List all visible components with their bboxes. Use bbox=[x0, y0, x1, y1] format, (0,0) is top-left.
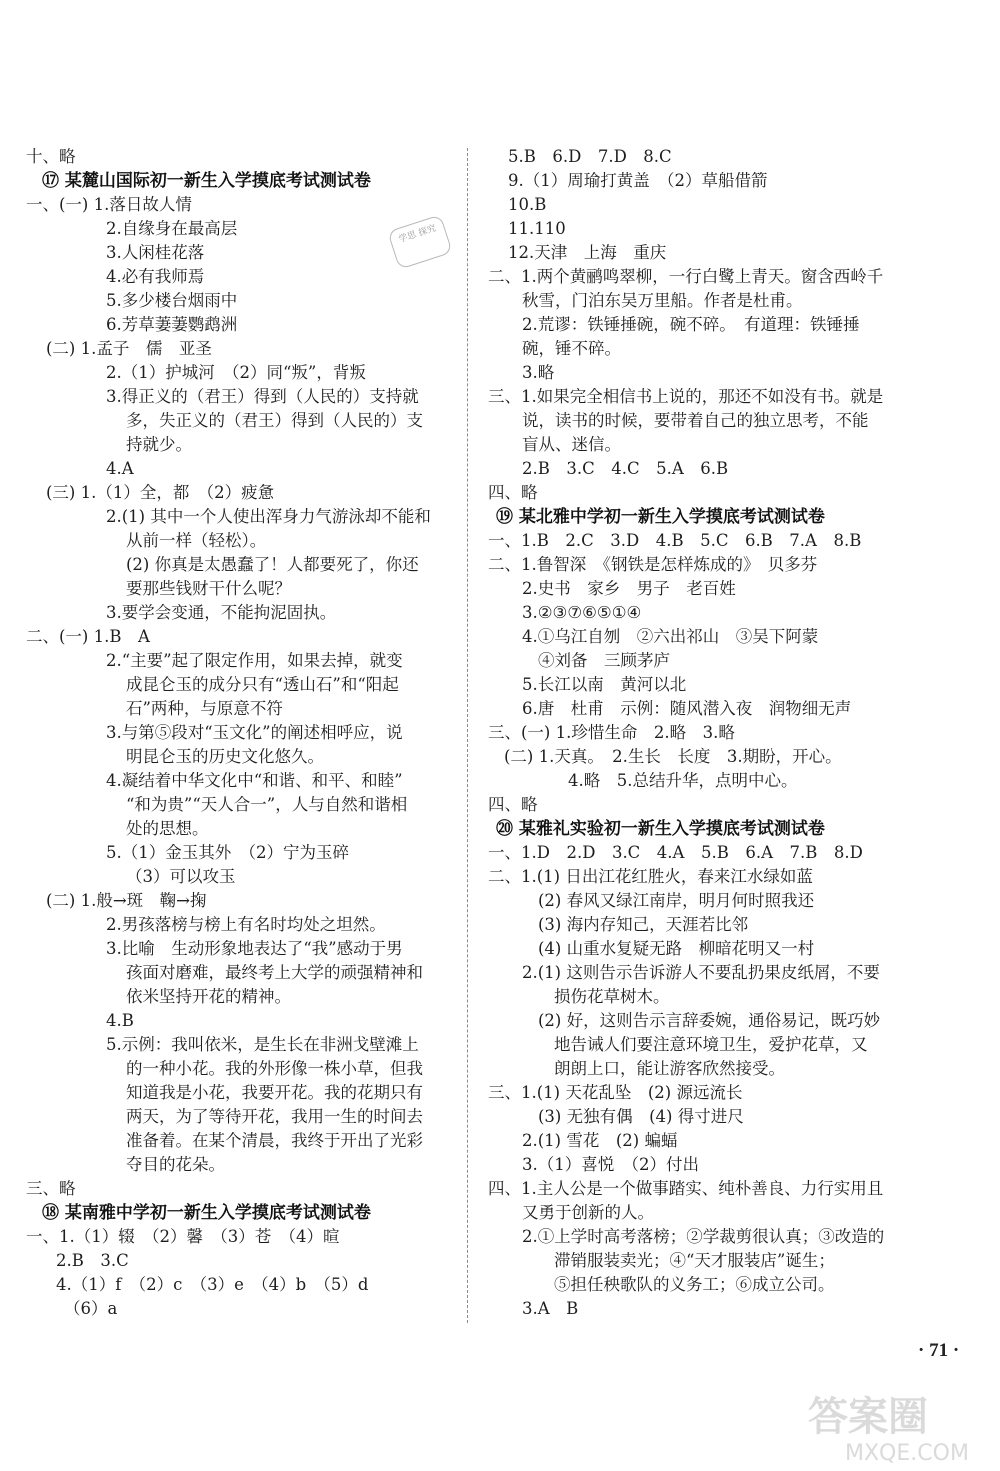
right-answer-line: 2.(1) 这则告示告诉游人不要乱扔果皮纸屑，不要 bbox=[522, 963, 880, 982]
right-answer-line: (3) 无独有偶 (4) 得寸进尺 bbox=[538, 1107, 744, 1126]
right-answer-line: 三、1.如果完全相信书上说的，那还不如没有书。就是 bbox=[488, 387, 884, 406]
right-answer-line: 3.略 bbox=[522, 363, 555, 382]
left-answer-line: 的一种小花。我的外形像一株小草，但我 bbox=[126, 1059, 423, 1078]
left-answer-line: (三) 1.（1）全，都 （2）疲惫 bbox=[46, 483, 275, 502]
left-answer-line: 多，失正义的（君王）得到（人民的）支 bbox=[126, 411, 423, 430]
right-answer-line: 二、1.鲁智深 《钢铁是怎样炼成的》 贝多芬 bbox=[488, 555, 818, 574]
right-answer-line: 3.（1）喜悦 （2）付出 bbox=[522, 1155, 699, 1174]
right-section-heading: ⑳ 某雅礼实验初一新生入学摸底考试测试卷 bbox=[496, 819, 825, 839]
left-answer-line: 依米坚持开花的精神。 bbox=[126, 987, 291, 1006]
left-answer-line: 知道我是小花，我要开花。我的花期只有 bbox=[126, 1083, 423, 1102]
left-answer-line: 2.男孩落榜与榜上有名时均处之坦然。 bbox=[106, 915, 386, 934]
left-answer-line: 一、(一) 1.落日故人情 bbox=[26, 195, 192, 214]
right-answer-line: 3.A B bbox=[522, 1299, 579, 1318]
right-answer-line: 秋雪，门泊东吴万里船。作者是杜甫。 bbox=[522, 291, 803, 310]
left-answer-line: 二、(一) 1.B A bbox=[26, 627, 150, 646]
left-answer-line: （3）可以攻玉 bbox=[126, 867, 236, 886]
left-answer-line: 从前一样（轻松）。 bbox=[126, 531, 267, 550]
column-divider bbox=[467, 148, 468, 1323]
left-answer-line: 孩面对磨难，最终考上大学的顽强精神和 bbox=[126, 963, 423, 982]
left-answer-line: (2) 你真是太愚蠢了！人都要死了，你还 bbox=[126, 555, 419, 574]
right-answer-line: 盲从、迷信。 bbox=[522, 435, 621, 454]
left-answer-line: 2.“主要”起了限定作用，如果去掉，就变 bbox=[106, 651, 403, 670]
left-section-heading: ⑱ 某南雅中学初一新生入学摸底考试测试卷 bbox=[42, 1203, 371, 1223]
left-answer-line: 石”两种，与原意不符 bbox=[126, 699, 283, 718]
left-answer-line: 5.示例：我叫依米，是生长在非洲戈壁滩上 bbox=[106, 1035, 419, 1054]
right-answer-line: 10.B bbox=[508, 195, 547, 214]
right-answer-line: 5.B 6.D 7.D 8.C bbox=[508, 147, 672, 166]
right-answer-line: 2.B 3.C 4.C 5.A 6.B bbox=[522, 459, 729, 478]
left-answer-line: (二) 1.般→斑 鞠→掬 bbox=[46, 891, 207, 910]
left-answer-line: 两天，为了等待开花，我用一生的时间去 bbox=[126, 1107, 423, 1126]
right-answer-line: 朗朗上口，能让游客欣然接受。 bbox=[554, 1059, 785, 1078]
right-section-heading: ⑲ 某北雅中学初一新生入学摸底考试测试卷 bbox=[496, 507, 825, 527]
left-answer-line: 3.比喻 生动形象地表达了“我”感动于男 bbox=[106, 939, 403, 958]
left-answer-line: 要那些钱财干什么呢？ bbox=[126, 579, 291, 598]
right-answer-line: 三、(一) 1.珍惜生命 2.略 3.略 bbox=[488, 723, 735, 742]
right-answer-line: 二、1.(1) 日出江花红胜火，春来江水绿如蓝 bbox=[488, 867, 813, 886]
left-answer-line: 3.与第⑤段对“玉文化”的阐述相呼应，说 bbox=[106, 723, 403, 742]
left-answer-line: 4.必有我师焉 bbox=[106, 267, 205, 286]
right-answer-line: (4) 山重水复疑无路 柳暗花明又一村 bbox=[538, 939, 815, 958]
left-answer-line: 5.多少楼台烟雨中 bbox=[106, 291, 238, 310]
right-answer-line: ⑤担任秧歌队的义务工；⑥成立公司。 bbox=[554, 1275, 835, 1294]
svg-text:答案圈: 答案圈 bbox=[808, 1394, 928, 1440]
left-answer-line: 4.凝结着中华文化中“和谐、和平、和睦” bbox=[106, 771, 403, 790]
right-answer-line: 2.(1) 雪花 (2) 蝙蝠 bbox=[522, 1131, 678, 1150]
right-answer-line: 一、1.B 2.C 3.D 4.B 5.C 6.B 7.A 8.B bbox=[488, 531, 862, 550]
right-answer-line: 损伤花草树木。 bbox=[554, 987, 670, 1006]
left-section-heading: ⑰ 某麓山国际初一新生入学摸底考试测试卷 bbox=[42, 171, 371, 191]
right-answer-line: 碗，锤不碎。 bbox=[522, 339, 621, 358]
right-answer-line: 6.唐 杜甫 示例：随风潜入夜 润物细无声 bbox=[522, 699, 852, 718]
left-answer-line: 4.B bbox=[106, 1011, 134, 1030]
left-answer-line: 2.（1）护城河 （2）同“叛”，背叛 bbox=[106, 363, 366, 382]
right-answer-line: 2.史书 家乡 男子 老百姓 bbox=[522, 579, 736, 598]
stamp: 学思 探究 bbox=[387, 214, 453, 269]
left-answer-line: 成昆仑玉的成分只有“透山石”和“阳起 bbox=[126, 675, 399, 694]
right-answer-line: 四、1.主人公是一个做事踏实、纯朴善良、力行实用且 bbox=[488, 1179, 884, 1198]
right-answer-line: 四、略 bbox=[488, 795, 538, 814]
right-answer-line: 3.②③⑦⑥⑤①④ bbox=[522, 603, 642, 622]
right-answer-line: 二、1.两个黄鹂鸣翠柳，一行白鹭上青天。窗含西岭千 bbox=[488, 267, 884, 286]
right-answer-line: 一、1.D 2.D 3.C 4.A 5.B 6.A 7.B 8.D bbox=[488, 843, 863, 862]
watermark-logo bbox=[800, 1380, 990, 1470]
right-answer-line: (二) 1.天真。 2.生长 长度 3.期盼，开心。 bbox=[504, 747, 842, 766]
right-answer-line: 三、1.(1) 天花乱坠 (2) 源远流长 bbox=[488, 1083, 743, 1102]
left-answer-line: 夺目的花朵。 bbox=[126, 1155, 225, 1174]
right-answer-line: 四、略 bbox=[488, 483, 538, 502]
left-answer-line: 3.得正义的（君王）得到（人民的）支持就 bbox=[106, 387, 419, 406]
right-answer-line: 2.①上学时高考落榜；②学裁剪很认真；③改造的 bbox=[522, 1227, 885, 1246]
right-answer-line: 滞销服装卖光；④“天才服装店”诞生； bbox=[554, 1251, 835, 1270]
right-answer-line: 5.长江以南 黄河以北 bbox=[522, 675, 687, 694]
left-answer-line: “和为贵”“天人合一”，人与自然和谐相 bbox=[126, 795, 408, 814]
left-answer-line: 准备着。在某个清晨，我终于开出了光彩 bbox=[126, 1131, 423, 1150]
left-answer-line: （6）a bbox=[64, 1299, 118, 1318]
right-answer-line: 地告诫人们要注意环境卫生，爱护花草，又 bbox=[554, 1035, 868, 1054]
left-answer-line: 一、1.（1）辍 （2）馨 （3）苍 （4）暄 bbox=[26, 1227, 340, 1246]
left-answer-line: 4.A bbox=[106, 459, 134, 478]
right-answer-line: 4.略 5.总结升华，点明中心。 bbox=[568, 771, 798, 790]
right-answer-line: 说，读书的时候，要带着自己的独立思考，不能 bbox=[522, 411, 869, 430]
left-answer-line: 2.B 3.C bbox=[56, 1251, 129, 1270]
right-answer-line: (3) 海内存知己，天涯若比邻 bbox=[538, 915, 749, 934]
right-answer-line: 4.①乌江自刎 ②六出祁山 ③吴下阿蒙 bbox=[522, 627, 819, 646]
right-answer-line: ④刘备 三顾茅庐 bbox=[538, 651, 670, 670]
left-answer-line: 三、略 bbox=[26, 1179, 76, 1198]
left-answer-line: 5.（1）金玉其外 （2）宁为玉碎 bbox=[106, 843, 349, 862]
right-answer-line: 12.天津 上海 重庆 bbox=[508, 243, 667, 262]
left-answer-line: (二) 1.孟子 儒 亚圣 bbox=[46, 339, 212, 358]
left-answer-line: 处的思想。 bbox=[126, 819, 209, 838]
left-answer-line: 持就少。 bbox=[126, 435, 192, 454]
right-answer-line: (2) 春风又绿江南岸，明月何时照我还 bbox=[538, 891, 815, 910]
left-answer-line: 6.芳草萋萋鹦鹉洲 bbox=[106, 315, 238, 334]
right-answer-line: 2.荒谬：铁锤捶碗，碗不碎。 有道理：铁锤捶 bbox=[522, 315, 860, 334]
svg-text:MXQE.COM: MXQE.COM bbox=[845, 1441, 969, 1466]
left-answer-line: 3.人闲桂花落 bbox=[106, 243, 205, 262]
left-answer-line: 4.（1）f （2）c （3）e （4）b （5）d bbox=[56, 1275, 369, 1294]
left-answer-line: 3.要学会变通，不能拘泥固执。 bbox=[106, 603, 337, 622]
right-answer-line: 又勇于创新的人。 bbox=[522, 1203, 654, 1222]
left-answer-line: 2.自缘身在最高层 bbox=[106, 219, 238, 238]
right-answer-line: (2) 好，这则告示言辞委婉，通俗易记，既巧妙 bbox=[538, 1011, 881, 1030]
right-answer-line: 9.（1）周瑜打黄盖 （2）草船借箭 bbox=[508, 171, 768, 190]
page-number: · 71 · bbox=[918, 1340, 960, 1361]
left-answer-line: 2.(1) 其中一个人使出浑身力气游泳却不能和 bbox=[106, 507, 431, 526]
left-answer-line: 十、略 bbox=[26, 147, 76, 166]
left-answer-line: 明昆仑玉的历史文化悠久。 bbox=[126, 747, 324, 766]
right-answer-line: 11.110 bbox=[508, 219, 566, 238]
